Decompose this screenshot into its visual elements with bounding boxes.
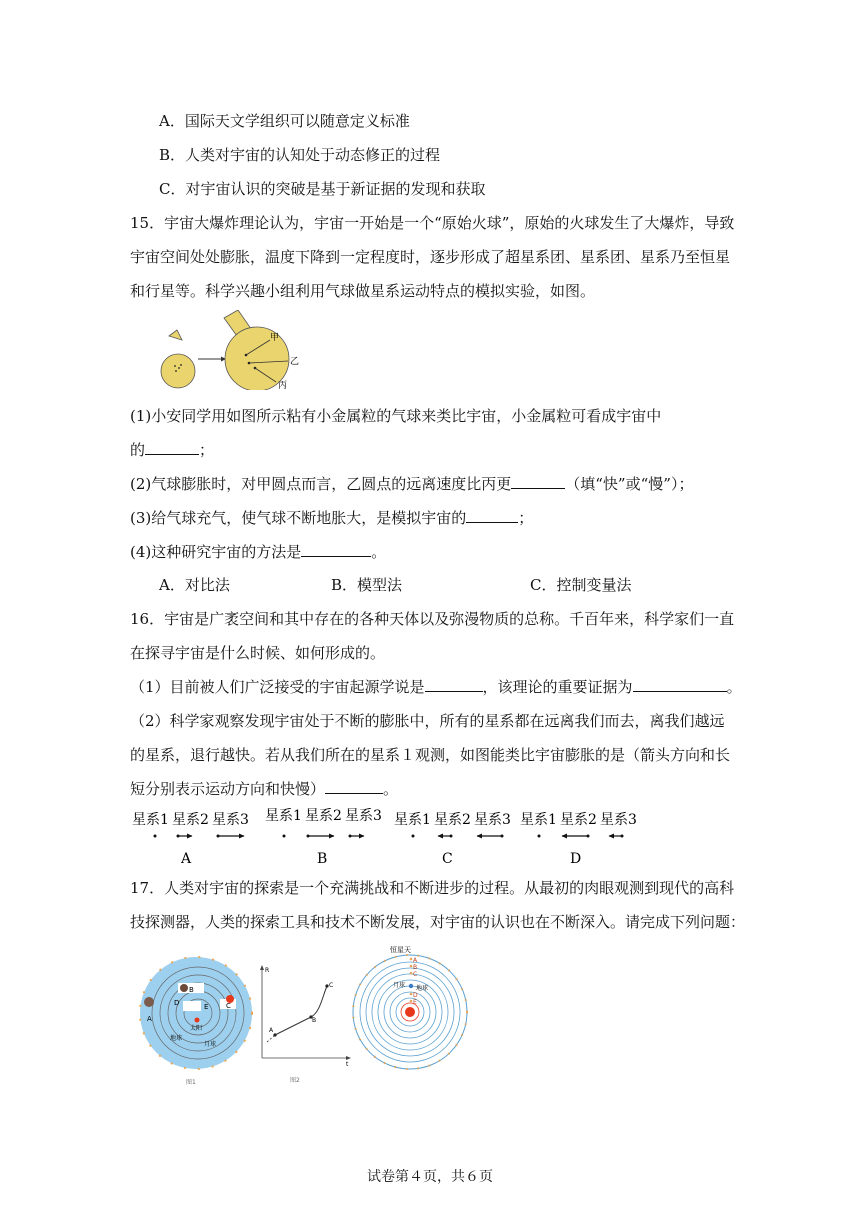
center-sun-icon [405,1007,415,1017]
fig3-earth-label: 地球 [416,985,429,992]
fig3-letter-d: D [413,992,418,999]
fig1-label-c: C [226,1002,231,1010]
answer-blank-q16-3[interactable] [325,779,383,794]
fig3-letter-e: E [413,999,417,1006]
panel-a-letter: A [181,851,192,867]
answer-blank-q15-1[interactable] [145,440,199,455]
panel-c-galaxy3: 星系3 [474,812,511,828]
fig3-letter-c: C [413,971,418,978]
q16-sub1-text: （1）目前被人们广泛接受的宇宙起源学说是 [130,678,425,696]
q15-stem-line2: 宇宙空间处处膨胀，温度下降到一定程度时，逐步形成了超星系团、星系团、星系乃至恒星 [130,248,731,266]
q16-stem-line2: 在探寻宇宙是什么时候、如何形成的。 [130,644,386,662]
q15-sub3-text: (3)给气球充气，使气球不断地胀大，是模拟宇宙的 [130,509,467,527]
fig1-label-e: E [204,1003,209,1011]
fig3-top-label: 恒星天 [390,946,411,954]
fig2-point-b: B [312,1017,317,1024]
panel-d-galaxy3: 星系3 [600,812,637,828]
fig1-label-b: B [189,986,194,994]
q16-sub1-end: 。 [726,678,742,696]
fig2-curve [275,986,327,1035]
q15-option-c: C．控制变量法 [530,576,632,594]
fig1-label-earth: 地球 [170,1035,183,1042]
panel-b-galaxy1: 星系1 [265,808,302,824]
q15-sub2-text: (2)气球膨胀时，对甲圆点而言，乙圆点的远离速度比丙更 [130,475,512,493]
fig2-point-a: A [269,1027,274,1034]
panel-c-letter: C [442,851,453,867]
fig3-moon-label: 月球 [393,982,406,989]
galaxy-options-figure [130,806,650,868]
figure-3-spheres [350,942,470,1072]
q16-sub1 [130,677,742,697]
answer-blank-q16-1[interactable] [425,677,483,692]
q16-sub2-line1: （2）科学家观察发现宇宙处于不断的膨胀中，所有的星系都在远离我们而去，离我们越远 [130,712,725,730]
figure-1-geocentric [138,955,258,1090]
q17-stem-line1: 17．人类对宇宙的探索是一个充满挑战和不断进步的过程。从最初的肉眼观测到现代的高科 [130,879,735,897]
large-balloon [224,310,289,390]
q15-stem-line3: 和行星等。科学兴趣小组利用气球做星系运动特点的模拟实验，如图。 [130,282,596,300]
panel-d-letter: D [570,851,582,867]
q15-sub3-end: ； [518,509,534,527]
q15-stem-line1: 15．宇宙大爆炸理论认为，宇宙一开始是一个“原始火球”，原始的火球发生了大爆炸，导致 [130,214,735,232]
q15-sub3 [130,508,533,528]
fig3-letter-b: B [413,964,418,971]
q15-sub1-end: ； [199,441,215,459]
q17-stem-line2: 技探测器，人类的探索工具和技术不断发展，对宇宙的认识也在不断深入。请完成下列问题： [130,913,746,931]
q16-sub2-line2: 的星系，退行越快。若从我们所在的星系１观测，如图能类比宇宙膨胀的是（箭头方向和长 [130,746,731,764]
panel-d-galaxy1: 星系1 [520,812,557,828]
q15-sub2-hint: （填“快”或“慢”）； [565,475,694,493]
q16-sub2-end: 。 [383,780,399,798]
q15-option-a: A．对比法 [159,576,230,594]
q15-sub4 [130,542,386,562]
label-bing: 丙 [278,381,288,390]
sun-icon [195,1018,200,1023]
balloon-figure [160,310,310,390]
option-panel-a[interactable] [132,812,249,867]
panel-a-galaxy3: 星系3 [212,812,249,828]
fig1-caption: 图1 [186,1079,196,1086]
fig1-label-d: D [174,999,180,1007]
panel-b-galaxy2: 星系2 [305,808,342,824]
option-panel-d[interactable] [520,812,637,867]
panel-a-galaxy1: 星系1 [132,812,169,828]
fig2-axis-t: t [346,1061,349,1068]
q16-stem-line1: 16．宇宙是广袤空间和其中存在的各种天体以及弥漫物质的总称。千百年来，科学家们一直 [130,610,735,628]
answer-blank-q16-2[interactable] [633,677,727,692]
q15-sub1-line1: (1)小安同学用如图所示粘有小金属粒的气球来类比宇宙，小金属粒可看成宇宙中 [130,407,662,425]
q15-sub1-line2 [130,440,214,460]
option-panel-c[interactable] [394,812,511,867]
fig1-label-a: A [147,1015,152,1023]
label-jia: 甲 [270,333,280,343]
q15-sub2 [130,474,693,494]
page-footer: 试卷第４页，共６页 [367,1169,493,1185]
q14-option-b: B．人类对宇宙的认知处于动态修正的过程 [159,146,441,164]
answer-blank-q15-4[interactable] [301,542,371,557]
q15-sub1-prefix: 的 [130,441,146,459]
answer-blank-q15-2[interactable] [511,474,565,489]
fig2-axis-r: R [265,967,270,974]
small-balloon [161,330,195,388]
q14-option-a: A．国际天文学组织可以随意定义标准 [159,112,410,130]
panel-b-galaxy3: 星系3 [345,808,382,824]
panel-b-letter: B [317,851,328,867]
panel-c-galaxy2: 星系2 [434,812,471,828]
fig1-label-moon: 月球 [204,1041,217,1048]
fig2-point-c: C [329,982,334,989]
q15-sub4-end: 。 [371,543,387,561]
fig1-label-sun: 太阳 [190,1025,203,1032]
q14-option-c: C．对宇宙认识的突破是基于新证据的发现和获取 [159,180,486,198]
q15-option-b: B．模型法 [331,576,403,594]
q15-sub4-text: (4)这种研究宇宙的方法是 [130,543,302,561]
panel-d-galaxy2: 星系2 [560,812,597,828]
panel-a-galaxy2: 星系2 [172,812,209,828]
figure-2-graph [254,962,354,1086]
option-panel-b[interactable] [265,808,382,867]
q16-sub2-text: 短分别表示运动方向和快慢） [130,780,326,798]
label-yi: 乙 [290,357,300,367]
fig3-letter-a: A [413,957,418,964]
q16-sub2-line3 [130,779,398,799]
planet-b [180,984,188,992]
fig2-caption: 图2 [290,1077,300,1084]
q16-sub1-mid: ，该理论的重要证据为 [482,678,633,696]
answer-blank-q15-3[interactable] [466,508,518,523]
panel-c-galaxy1: 星系1 [394,812,431,828]
planet-a [144,997,154,1007]
